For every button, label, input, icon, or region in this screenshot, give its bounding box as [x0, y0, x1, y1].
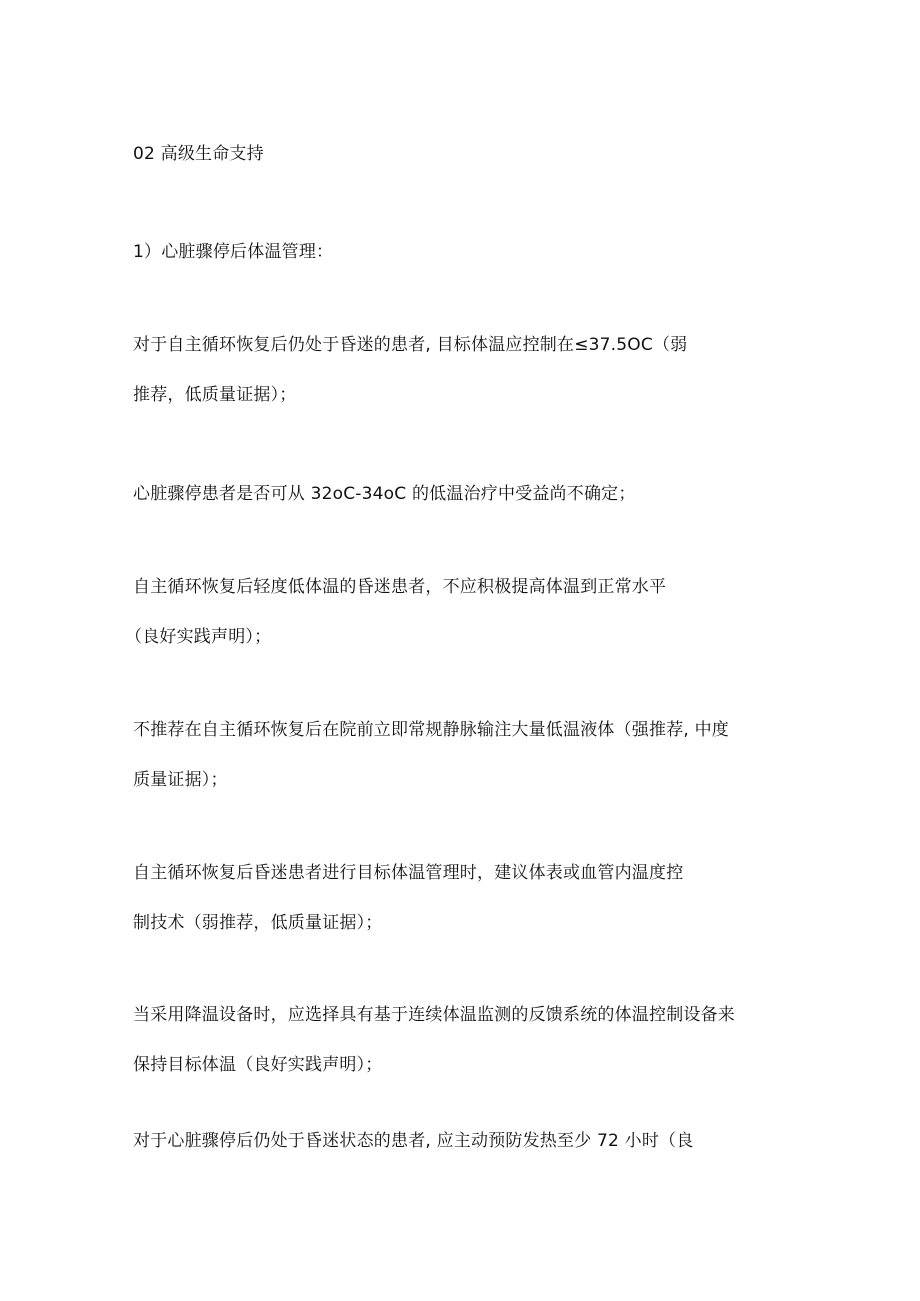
section-heading: 02 高级生命支持: [133, 144, 264, 164]
paragraph-line: 制技术（弱推荐，低质量证据）；: [133, 913, 383, 933]
paragraph-line: 不推荐在自主循环恢复后在院前立即常规静脉输注大量低温液体（强推荐, 中度: [133, 720, 730, 740]
paragraph-line: 对于心脏骤停后仍处于昏迷状态的患者, 应主动预防发热至少 72 小时（良: [133, 1131, 694, 1151]
paragraph-line: 对于自主循环恢复后仍处于昏迷的患者, 目标体温应控制在≤37.5OC（弱: [133, 335, 688, 355]
subsection-heading: 1）心脏骤停后体温管理：: [133, 242, 334, 262]
paragraph-line: 推荐，低质量证据）；: [133, 385, 297, 405]
paragraph-line: 自主循环恢复后昏迷患者进行目标体温管理时，建议体表或血管内温度控: [133, 863, 684, 883]
paragraph-line: 当采用降温设备时，应选择具有基于连续体温监测的反馈系统的体温控制设备来: [133, 1005, 735, 1025]
paragraph-line: 质量证据）；: [133, 770, 228, 790]
paragraph-line: 心脏骤停患者是否可从 32oC-34oC 的低温治疗中受益尚不确定；: [133, 484, 636, 504]
paragraph-line: 保持目标体温（良好实践声明）；: [133, 1055, 383, 1075]
paragraph-line: 自主循环恢复后轻度低体温的昏迷患者，不应积极提高体温到正常水平: [133, 577, 667, 597]
paragraph-line: （良好实践声明）；: [125, 627, 272, 647]
